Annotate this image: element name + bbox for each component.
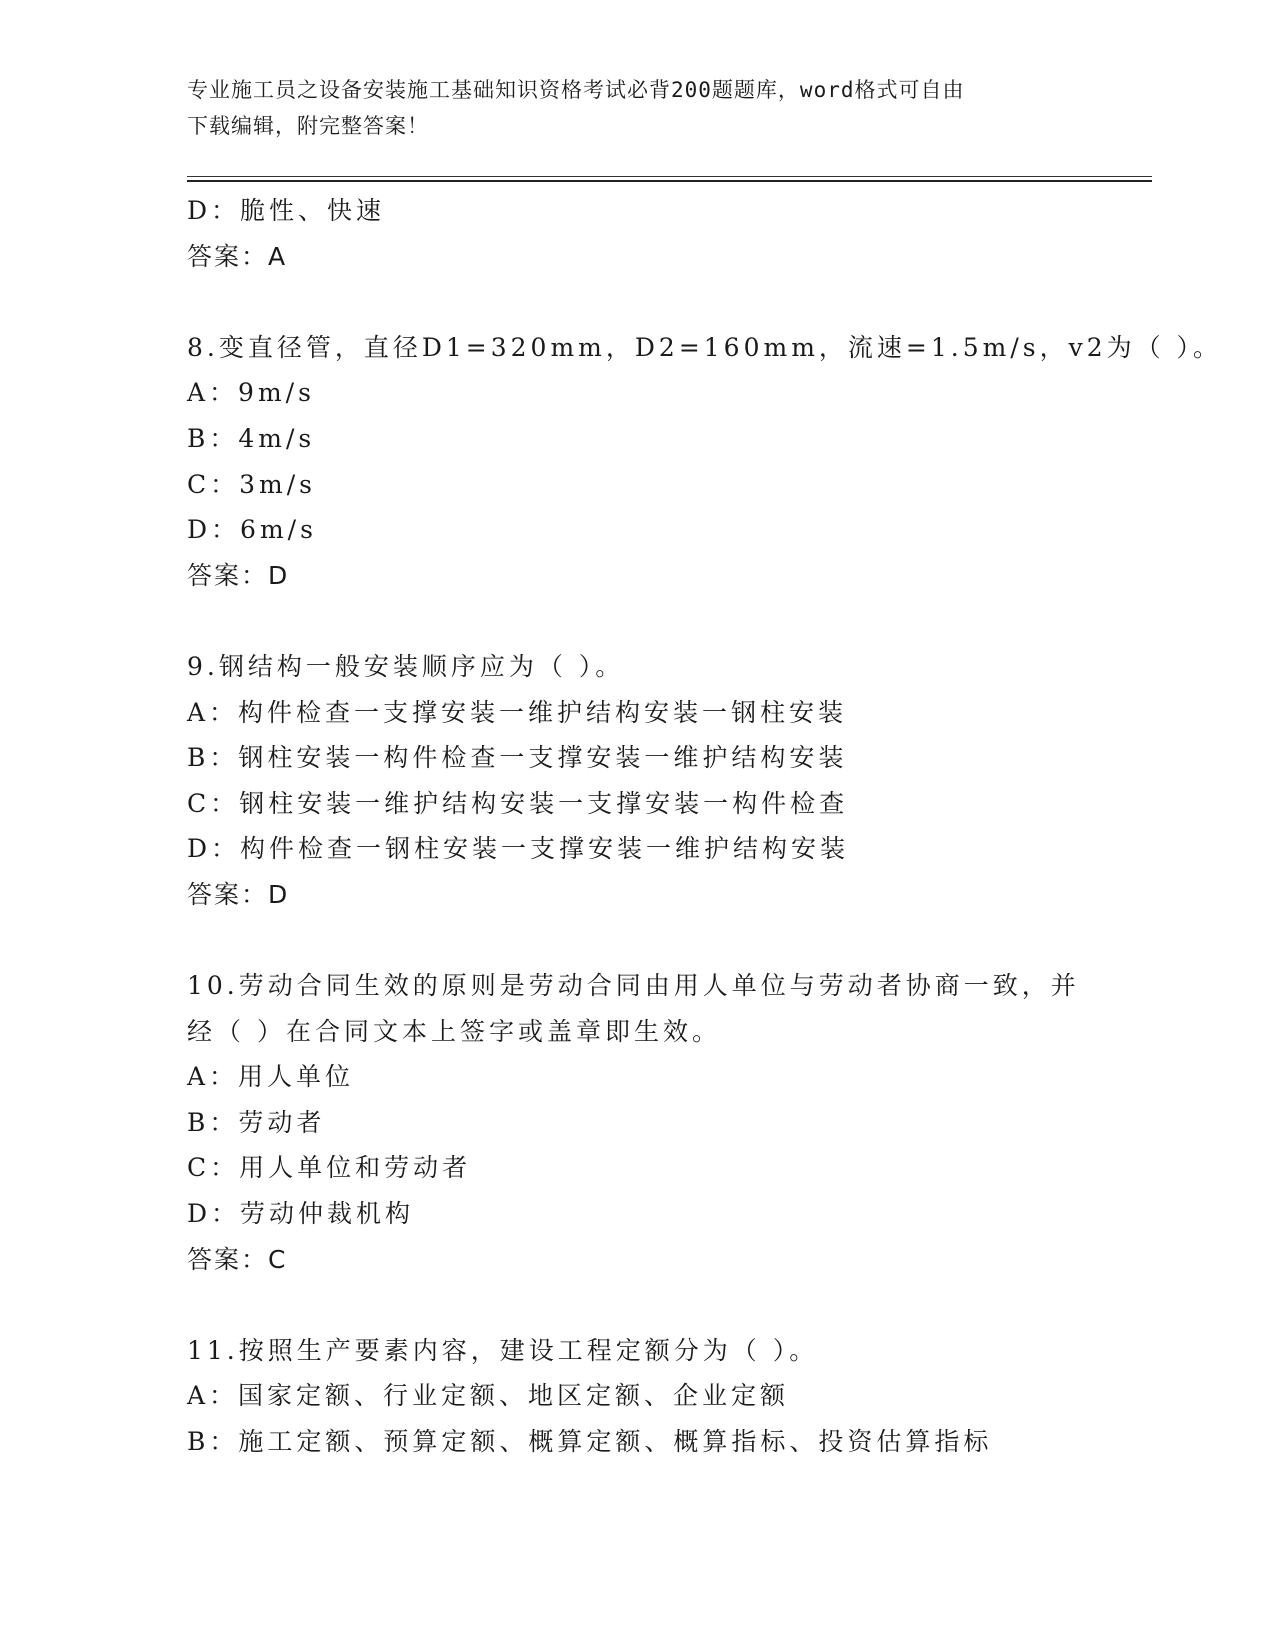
answer: 答案：D	[187, 560, 290, 590]
question-9	[187, 644, 1087, 918]
option-d: D：构件检查一钢柱安装一支撑安装一维护结构安装	[187, 834, 850, 864]
question-stem-line-1: 10.劳动合同生效的原则是劳动合同由用人单位与劳动者协商一致，并	[187, 971, 1080, 1001]
option-d: D：6m/s	[187, 515, 317, 545]
document-header	[187, 72, 1077, 144]
header-rule-thick	[187, 180, 1152, 182]
option-b: B：4m/s	[187, 423, 316, 453]
spacer	[187, 279, 1087, 325]
option-b: B：钢柱安装一构件检查一支撑安装一维护结构安装	[187, 743, 848, 773]
answer: 答案：C	[187, 1244, 288, 1274]
spacer	[187, 598, 1087, 644]
header-line-2: 下载编辑，附完整答案！	[187, 114, 429, 138]
header-rule-thin	[187, 176, 1152, 177]
option-c: C：3m/s	[187, 469, 316, 499]
prev-option-d: D：脆性、快速	[187, 196, 386, 225]
question-8	[187, 325, 1223, 599]
option-c: C：钢柱安装一维护结构安装一支撑安装一构件检查	[187, 788, 849, 818]
question-10	[187, 963, 1087, 1282]
prev-answer: 答案：A	[187, 241, 288, 271]
answer: 答案：D	[187, 879, 290, 909]
option-b: B：劳动者	[187, 1107, 326, 1137]
option-a: A：国家定额、行业定额、地区定额、企业定额	[187, 1381, 790, 1411]
spacer	[187, 918, 1087, 964]
question-stem: 8.变直径管，直径D1=320mm，D2=160mm，流速=1.5m/s，v2为（ ）。	[187, 332, 1223, 362]
question-content	[187, 188, 1223, 1465]
spacer	[187, 1282, 1087, 1328]
question-stem: 9.钢结构一般安装顺序应为（ ）。	[187, 651, 625, 681]
option-c: C：用人单位和劳动者	[187, 1153, 472, 1183]
question-11	[187, 1328, 1087, 1465]
option-a: A：构件检查一支撑安装一维护结构安装一钢柱安装	[187, 697, 848, 727]
option-a: A：用人单位	[187, 1062, 355, 1092]
question-stem-line-2: 经（ ）在合同文本上签字或盖章即生效。	[187, 1016, 721, 1046]
option-b: B：施工定额、预算定额、概算定额、概算指标、投资估算指标	[187, 1427, 993, 1457]
header-line-1: 专业施工员之设备安装施工基础知识资格考试必背200题题库，word格式可自由	[187, 78, 965, 102]
option-d: D：劳动仲裁机构	[187, 1199, 415, 1229]
option-a: A：9m/s	[187, 378, 315, 408]
question-stem: 11.按照生产要素内容，建设工程定额分为（ ）。	[187, 1335, 819, 1365]
